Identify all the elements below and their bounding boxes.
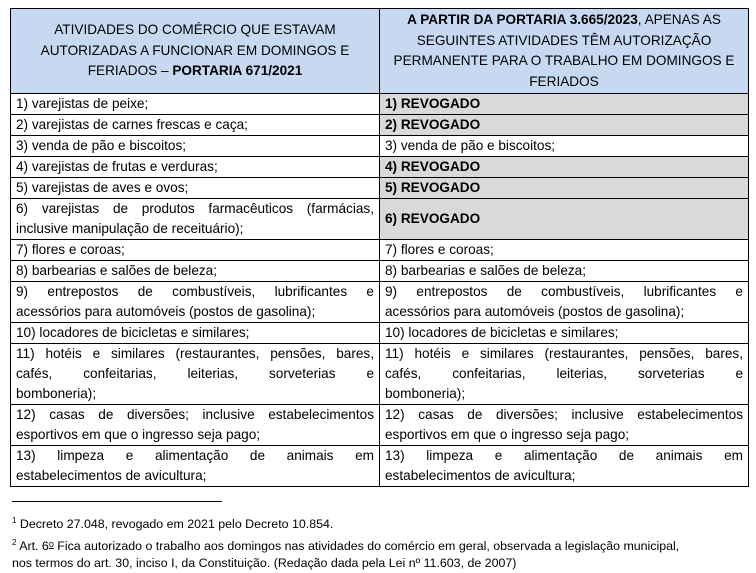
cell-line: inclusive manipulação de receituário);	[16, 221, 244, 236]
footnote-mark: 1	[12, 516, 17, 525]
table-row	[11, 446, 749, 487]
cell-old: 4) varejistas de frutas e verduras;	[11, 157, 380, 178]
table-row	[11, 261, 749, 282]
cell-line: estabelecimentos de avicultura;	[385, 468, 576, 483]
header-right-text: , APENAS AS SEGUINTES ATIVIDADES TÊM AUTORIZAÇÃO PERMANENTE PARA O TRABALHO EM DOMINGOS E FERIADOS	[393, 12, 735, 89]
cell-line: estabelecimentos de avicultura;	[16, 468, 207, 483]
footnote-text-cont: nos termos do art. 30, inciso I, da Constituição. (Redação dada pela Lei nº 11.603, de 2007)	[12, 556, 517, 570]
cell-new	[380, 405, 749, 446]
cell-new-revoked: 4) REVOGADO	[380, 157, 749, 178]
cell-new: 3) venda de pão e biscoitos;	[380, 136, 749, 157]
table-row	[11, 240, 749, 261]
table-row	[11, 323, 749, 344]
cell-new: 8) barbearias e salões de beleza;	[380, 261, 749, 282]
cell-new-revoked: 5) REVOGADO	[380, 178, 749, 199]
cell-line: 11) hotéis e similares (restaurantes, pensões, bares,	[385, 346, 743, 361]
footnotes	[12, 512, 752, 573]
cell-line: cafés, confeitarias, leiterias, sorveterias e	[385, 366, 743, 381]
cell-new: 7) flores e coroas;	[380, 240, 749, 261]
cell-line: bomboneria);	[385, 386, 466, 401]
cell-line: acessórios para automóveis (postos de gasolina);	[16, 304, 316, 319]
cell-line: 13) limpeza e alimentação de animais em	[16, 448, 374, 463]
comparison-table	[10, 8, 749, 487]
footnote-text: Fica autorizado o trabalho aos domingos nas atividades do comércio em geral, observada a legislação municipal,	[53, 538, 680, 553]
cell-new-revoked: 1) REVOGADO	[380, 94, 749, 115]
table-row	[11, 178, 749, 199]
cell-new: 10) locadores de bicicletas e similares;	[380, 323, 749, 344]
cell-line: esportivos em que o ingresso seja pago;	[16, 427, 261, 442]
ordinal-mark: o	[48, 538, 54, 549]
cell-old	[11, 405, 380, 446]
table-row	[11, 136, 749, 157]
footnote-text: Decreto 27.048, revogado em 2021 pelo Decreto 10.854.	[16, 517, 334, 531]
cell-line: 9) entrepostos de combustíveis, lubrificantes e	[385, 284, 743, 299]
cell-line: bomboneria);	[16, 386, 97, 401]
cell-line: 6) varejistas de produtos farmacêuticos (farmácias,	[16, 201, 374, 216]
table-row	[11, 405, 749, 446]
cell-line: 9) entrepostos de combustíveis, lubrificantes e	[16, 284, 374, 299]
footnote-2	[12, 534, 752, 573]
cell-old: 1) varejistas de peixe;	[11, 94, 380, 115]
cell-new	[380, 282, 749, 323]
table-row	[11, 344, 749, 405]
cell-old: 8) barbearias e salões de beleza;	[11, 261, 380, 282]
cell-old: 2) varejistas de carnes frescas e caça;	[11, 115, 380, 136]
cell-new-revoked: 6) REVOGADO	[380, 199, 749, 240]
cell-old: 10) locadores de bicicletas e similares;	[11, 323, 380, 344]
footnote-1	[12, 512, 752, 534]
cell-old	[11, 446, 380, 487]
table-row	[11, 199, 749, 240]
table-header-row	[11, 9, 749, 94]
cell-old	[11, 282, 380, 323]
cell-line: esportivos em que o ingresso seja pago;	[385, 427, 630, 442]
footnote-mark: 2	[12, 537, 17, 547]
header-left-text: ATIVIDADES DO COMÉRCIO QUE ESTAVAM AUTORIZADAS A FUNCIONAR EM DOMINGOS E FERIADOS –	[40, 22, 350, 79]
cell-line: 13) limpeza e alimentação de animais em	[385, 448, 743, 463]
cell-line: 12) casas de diversões; inclusive estabelecimentos	[385, 407, 743, 422]
header-right-bold: A PARTIR DA PORTARIA 3.665/2023	[407, 12, 638, 27]
cell-line: 11) hotéis e similares (restaurantes, pensões, bares,	[16, 346, 374, 361]
table-row	[11, 157, 749, 178]
cell-old: 3) venda de pão e biscoitos;	[11, 136, 380, 157]
cell-line: 12) casas de diversões; inclusive estabelecimentos	[16, 407, 374, 422]
cell-new-revoked: 2) REVOGADO	[380, 115, 749, 136]
cell-old: 7) flores e coroas;	[11, 240, 380, 261]
cell-new	[380, 446, 749, 487]
header-left-bold: PORTARIA 671/2021	[172, 63, 303, 79]
cell-old	[11, 344, 380, 405]
header-right	[380, 9, 749, 94]
cell-new	[380, 344, 749, 405]
cell-line: acessórios para automóveis (postos de gasolina);	[385, 304, 685, 319]
table-row	[11, 115, 749, 136]
table-row	[11, 282, 749, 323]
cell-old: 5) varejistas de aves e ovos;	[11, 178, 380, 199]
header-left	[11, 9, 380, 94]
cell-line: cafés, confeitarias, leiterias, sorveterias e	[16, 366, 374, 381]
table-row	[11, 94, 749, 115]
footnote-article: Art. 6	[16, 538, 49, 553]
cell-old	[11, 199, 380, 240]
footnote-separator	[12, 501, 222, 502]
